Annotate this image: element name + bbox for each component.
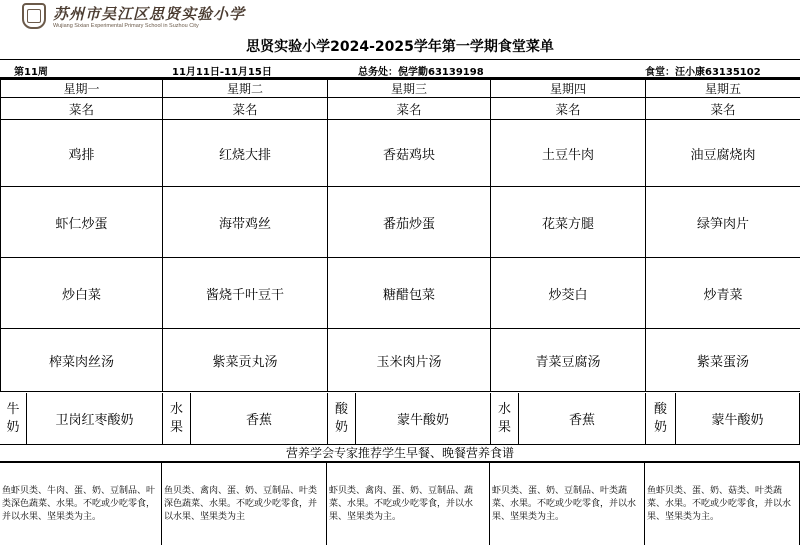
snack-type-label	[0, 393, 26, 444]
day-header: 星期三	[328, 80, 491, 98]
dish-cell: 香菇鸡块	[328, 120, 491, 187]
day-header: 星期二	[163, 80, 328, 98]
snack-type-char: 牛	[6, 401, 20, 417]
dish-cell: 油豆腐烧肉	[646, 120, 800, 187]
school-seal-icon	[22, 3, 46, 29]
snack-item: 蒙牛酸奶	[355, 393, 490, 444]
nutrition-advice: 虾贝类、禽肉、蛋、奶、豆制品、蔬菜、水果。不吃或少吃零食，并以水果、坚果类为主。	[327, 463, 490, 545]
dish-cell: 炒青菜	[646, 258, 800, 329]
day-header: 星期五	[646, 80, 800, 98]
dish-row	[1, 187, 800, 258]
dish-cell: 紫菜贡丸汤	[163, 329, 328, 392]
menu-title: 思贤实验小学2024-2025学年第一学期食堂菜单	[0, 36, 800, 60]
snack-type-char: 果	[497, 419, 511, 435]
dish-caption-row	[1, 98, 800, 120]
school-name-cn: 苏州市吴江区思贤实验小学	[53, 5, 246, 23]
day-header: 星期一	[1, 80, 163, 98]
snack-type-char: 奶	[334, 419, 348, 435]
dish-cell: 炒茭白	[491, 258, 646, 329]
dish-caption: 菜名	[328, 98, 491, 120]
snack-type-char: 酸	[334, 401, 348, 417]
day-header: 星期四	[491, 80, 646, 98]
snack-type-char: 奶	[6, 419, 20, 435]
snack-row	[0, 393, 800, 445]
snack-type-char: 水	[169, 401, 183, 417]
snack-type-label	[162, 393, 190, 444]
dish-cell: 糖醋包菜	[328, 258, 491, 329]
school-header	[0, 0, 800, 36]
snack-type-label	[645, 393, 675, 444]
snack-item: 蒙牛酸奶	[675, 393, 800, 444]
snack-item: 香蕉	[518, 393, 645, 444]
snack-item: 卫岗红枣酸奶	[26, 393, 162, 444]
school-name-en: Wujiang Sixian Experimental Primary School in Suzhou City	[53, 23, 199, 29]
dish-cell: 海带鸡丝	[163, 187, 328, 258]
dish-cell: 紫菜蛋汤	[646, 329, 800, 392]
dish-row	[1, 258, 800, 329]
dish-cell: 酱烧千叶豆干	[163, 258, 328, 329]
dish-caption: 菜名	[646, 98, 800, 120]
affairs-contact: 总务处：倪学勤63139198	[358, 67, 484, 78]
snack-type-char: 奶	[653, 419, 667, 435]
snack-type-label	[327, 393, 355, 444]
dish-cell: 榨菜肉丝汤	[1, 329, 163, 392]
dish-cell: 虾仁炒蛋	[1, 187, 163, 258]
dish-row	[1, 120, 800, 187]
snack-item: 香蕉	[190, 393, 327, 444]
snack-type-label	[490, 393, 518, 444]
dish-caption: 菜名	[1, 98, 163, 120]
nutrition-advice: 鱼虾贝类、蛋、奶、菇类、叶类蔬菜、水果。不吃或少吃零食，并以水果、坚果类为主。	[645, 463, 800, 545]
dish-caption: 菜名	[491, 98, 646, 120]
dish-cell: 绿笋肉片	[646, 187, 800, 258]
nutrition-advice: 鱼虾贝类、牛肉、蛋、奶、豆制品、叶类深色蔬菜、水果。不吃或少吃零食，并以水果、坚果类为主。	[0, 463, 162, 545]
soup-row	[1, 329, 800, 392]
canteen-contact: 食堂：汪小康63135102	[645, 67, 761, 78]
nutrition-advice: 鱼贝类、禽肉、蛋、奶、豆制品、叶类深色蔬菜、水果。不吃或少吃零食，并以水果、坚果类为主	[162, 463, 327, 545]
nutrition-row	[0, 463, 800, 545]
week-number: 第11周	[14, 67, 48, 78]
dish-cell: 鸡排	[1, 120, 163, 187]
date-range: 11月11日-11月15日	[172, 67, 272, 78]
nutrition-advice: 虾贝类、蛋、奶、豆制品、叶类蔬菜、水果。不吃或少吃零食，并以水果、坚果类为主。	[490, 463, 645, 545]
dish-cell: 玉米肉片汤	[328, 329, 491, 392]
dish-caption: 菜名	[163, 98, 328, 120]
snack-type-char: 果	[169, 419, 183, 435]
menu-table	[0, 79, 800, 392]
dish-cell: 红烧大排	[163, 120, 328, 187]
snack-type-char: 水	[497, 401, 511, 417]
info-bar	[0, 60, 800, 79]
dish-cell: 土豆牛肉	[491, 120, 646, 187]
weekday-row	[1, 80, 800, 98]
nutrition-title: 营养学会专家推荐学生早餐、晚餐营养食谱	[0, 444, 800, 463]
dish-cell: 花菜方腿	[491, 187, 646, 258]
dish-cell: 青菜豆腐汤	[491, 329, 646, 392]
snack-type-char: 酸	[653, 401, 667, 417]
dish-cell: 番茄炒蛋	[328, 187, 491, 258]
dish-cell: 炒白菜	[1, 258, 163, 329]
